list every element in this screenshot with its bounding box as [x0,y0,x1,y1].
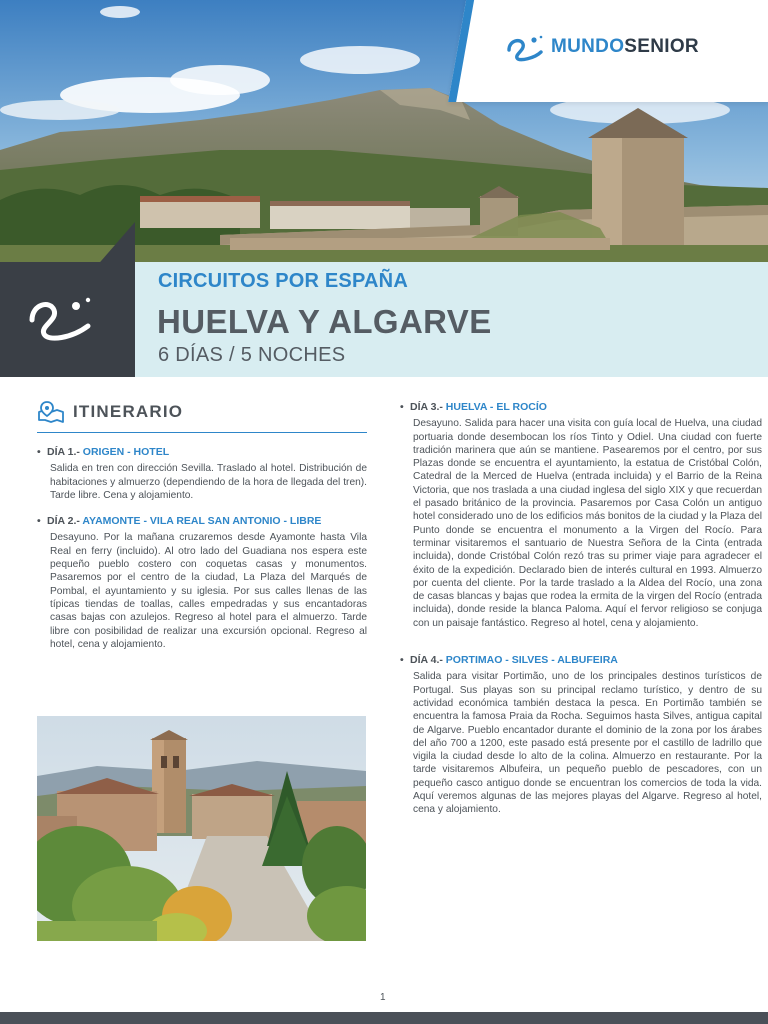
duration-label: 6 DÍAS / 5 NOCHES [158,344,346,366]
day-description: Salida en tren con dirección Sevilla. Traslado al hotel. Distribución de habitaciones y almuerzo (dependiendo de la hora de llegada del tren). Tarde libre. Cena y alojamiento. [50,463,367,501]
page-title: HUELVA Y ALGARVE [157,303,492,340]
day-description: Salida para visitar Portimão, uno de los principales destinos turísticos de Portugal. Sus playas son su principal reclamo turístico, y dentro de su actividad económica también destaca la pesca. En Portimão también se encuentra la famosa Praia da Rocha. Seguimos hasta Silves, antigua capital de Algarve. Pueblo encantador durante el dominio de la zona por los árabes del año 700 a 1200, este pasado está presente por el castillo de ladrillo que vigila la ciudad desde lo alto de la colina. Almuerzo en restaurante. Por la tarde visitaremos Albufeira, un pequeño pueblo de pescadores, con un pequeño casco antiguo donde se encuentran los comercios de toda la vida. Aquí veremos algunas de las mejores playas del Algarve. Regreso al hotel, cena y alojamiento. [413,671,762,816]
itinerary-header [37,400,367,433]
day-title: • DÍA 3.- HUELVA - EL ROCÍO [400,401,547,413]
day-item [400,401,762,630]
brand-logo[interactable] [505,18,699,76]
day-item [37,446,367,502]
day-description: Desayuno. Por la mañana cruzaremos desde Ayamonte hasta Vila Real en ferry (incluido). Al otro lado del Guadiana nos espera este pequeño pueblo costero con coquetas casas y monumentos. Pasaremos por el centro de la ciudad, La Plaza del Marqués de Pombal, el ayuntamiento y su iglesia. Por sus calles llenas de las típicas tiendas de toallas, calles empedradas y sus encantadoras casas bajas con azulejos. Regreso al hotel para el almuerzo. Tarde libre con posibilidad de realizar una excursión opcional. Regreso al hotel, cena y alojamiento. [50,532,367,650]
footer-bar [0,1012,768,1024]
right-column [400,401,762,830]
day-description: Desayuno. Salida para hacer una visita con guía local de Huelva, una ciudad portuaria donde desembocan los ríos Tinto y Odiel. Una ciudad con fuerte tradición marinera que aún se mantiene. Pasearemos por el centro, por sus Plazas donde se encuentra el ayuntamiento, la estatua de Cristóbal Colón, Catedral de la Merced de Huelva (entrada incluida) y el Barrio de la Reina Victoria, que nos traslada a una ciudad inglesa del siglo XIX y que recuerdan el pasado británico de la provincia. Pasaremos por Casa Colón un antiguo hotel considerado uno de los edificios más bonitos de la ciudad y la Plaza del Punto donde se encuentra el monumento a la Virgen del Rocío. Para terminar visitaremos el santuario de Nuestra Señora de la Cinta (entrada incluida), donde Cristóbal Colón rezó tras su primer viaje para agradecer el éxito de la expedición. Declarado bien de interés cultural en 1993. Almuerzo por cuenta del cliente. Por la tarde traslado a la Aldea del Rocío, una zona de casas blancas y bajas que rodea la ermita de la virgen del Rocío (entrada incluida), donde reside la blanca Paloma. Aquí el fervor religioso se conjuga con un paisaje fantástico. Regreso al hotel, cena y alojamiento. [413,418,762,629]
day-title: • DÍA 4.- PORTIMAO - SILVES - ALBUFEIRA [400,654,618,667]
left-column [37,400,367,664]
brand-name: MUNDOSENIOR [551,36,699,57]
itinerary-heading: ITINERARIO [73,402,184,422]
page-number: 1 [380,992,386,1003]
day-title: • DÍA 2.- AYAMONTE - VILA REAL SAN ANTONIO - LIBRE [37,515,322,528]
day-title: • DÍA 1.- ORIGEN - HOTEL [37,446,170,458]
route-wave-icon [26,290,98,353]
category-label: CIRCUITOS POR ESPAÑA [158,270,408,292]
day-item [400,654,762,817]
village-photo [37,716,366,941]
day-item [37,515,367,651]
wave-logo-icon [505,32,545,62]
map-pin-icon [37,400,65,424]
